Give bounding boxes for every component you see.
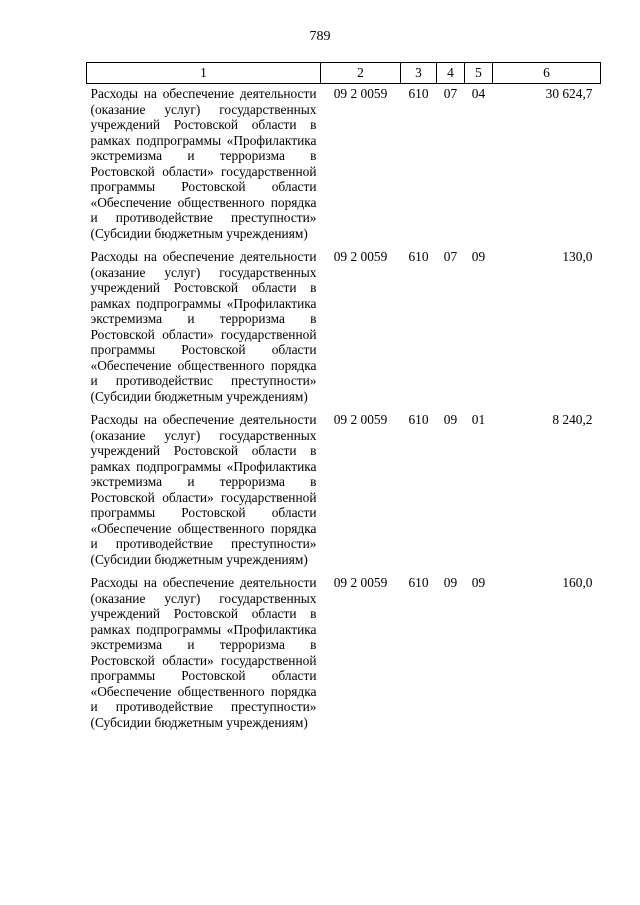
- header-col-6: 6: [493, 63, 601, 84]
- row-expense-type: 610: [408, 86, 429, 101]
- header-col-3: 3: [401, 63, 437, 84]
- row-expense-type: 610: [408, 412, 429, 427]
- row-target-code: 09 2 0059: [333, 86, 388, 101]
- row-subsection: 09: [471, 575, 486, 590]
- row-subsection: 09: [471, 249, 486, 264]
- table-row: [87, 84, 601, 248]
- row-description: Расходы на обеспечение деятельности (оказание услуг) государственных учреждений Ростовской области в рамках подпрограммы «Профилактика экстремизма и терроризма в Ростовской области» государственной программы Ростовской области «Обеспечение общественного порядка и противодействие преступности» (Субсидии бюджетным учреждениям): [90, 412, 317, 567]
- header-col-4: 4: [437, 63, 465, 84]
- row-target-code: 09 2 0059: [333, 249, 388, 264]
- row-subsection: 04: [471, 86, 486, 101]
- row-section: 09: [443, 575, 458, 590]
- row-description: Расходы на обеспечение деятельности (оказание услуг) государственных учреждений Ростовской области в рамках подпрограммы «Профилактика экстремизма и терроризма в Ростовской области» государственной программы Ростовской области «Обеспечение общественного порядка и противодействис преступности» (Субсидии бюджетным учреждениям): [90, 249, 317, 404]
- row-amount: 30 624,7: [545, 86, 593, 101]
- row-subsection: 01: [471, 412, 486, 427]
- row-section: 07: [443, 249, 458, 264]
- row-expense-type: 610: [408, 575, 429, 590]
- row-description: Расходы на обеспечение деятельности (оказание услуг) государственных учреждений Ростовской области в рамках подпрограммы «Профилактика экстремизма и терроризма в Ростовской области» государственной программы Ростовской области «Обеспечение общественного порядка и противодействие преступности» (Субсидии бюджетным учреждениям): [90, 575, 317, 730]
- row-section: 09: [443, 412, 458, 427]
- table-header-row: [87, 63, 601, 84]
- header-col-5: 5: [465, 63, 493, 84]
- row-section: 07: [443, 86, 458, 101]
- header-col-1: 1: [87, 63, 321, 84]
- row-amount: 160,0: [562, 575, 593, 590]
- page-number: 789: [309, 29, 331, 44]
- row-description: Расходы на обеспечение деятельности (оказание услуг) государственных учреждений Ростовской области в рамках подпрограммы «Профилактика экстремизма и терроризма в Ростовской области» государственной программы Ростовской области «Обеспечение общественного порядка и противодействие преступности» (Субсидии бюджетным учреждениям): [90, 86, 317, 241]
- row-expense-type: 610: [408, 249, 429, 264]
- table-row: [87, 247, 601, 410]
- table-row: [87, 410, 601, 573]
- row-target-code: 09 2 0059: [333, 575, 388, 590]
- budget-table: [86, 62, 601, 736]
- row-amount: 8 240,2: [552, 412, 593, 427]
- table-row: [87, 573, 601, 736]
- row-target-code: 09 2 0059: [333, 412, 388, 427]
- row-amount: 130,0: [562, 249, 593, 264]
- header-col-2: 2: [321, 63, 401, 84]
